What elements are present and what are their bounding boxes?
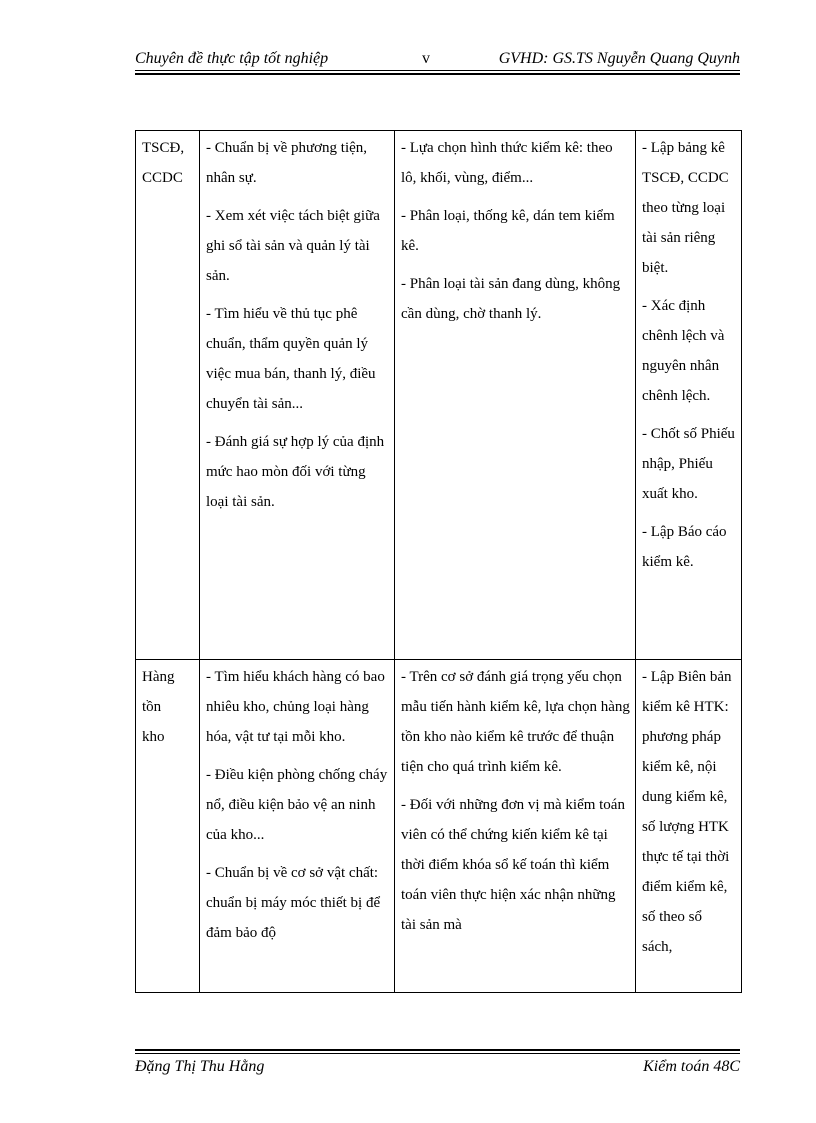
cell-paragraph: - Lập Báo cáo kiểm kê.	[642, 524, 727, 570]
inventory-audit-table	[135, 130, 742, 993]
footer-rule-thick	[135, 1049, 740, 1051]
row-label-cell	[136, 131, 200, 660]
page-header	[135, 47, 740, 71]
cell-paragraph: - Lập bảng kê TSCĐ, CCDC theo từng loại tài sản riêng biệt.	[642, 140, 729, 276]
row-label-line: CCDC	[142, 170, 183, 186]
cell-paragraph: - Đối với những đơn vị mà kiểm toán viên có thể chứng kiến kiểm kê tại thời điểm khóa sổ kế toán thì kiểm toán viên thực hiện xác nhận những tài sản mà	[401, 797, 625, 933]
cell-paragraph: - Lập Biên bản kiểm kê HTK: phương pháp kiểm kê, nội dung kiểm kê, số lượng HTK thực tế tại thời điểm kiểm kê, số theo sổ sách,	[642, 669, 732, 955]
row-label-line: kho	[142, 729, 165, 745]
table-row	[136, 660, 742, 993]
cell-paragraph: - Chuẩn bị về cơ sở vật chất: chuẩn bị máy móc thiết bị để đảm bảo độ	[206, 865, 381, 941]
cell-paragraph: - Chốt số Phiếu nhập, Phiếu xuất kho.	[642, 426, 735, 502]
cell-paragraph: - Điều kiện phòng chống cháy nổ, điều kiện bảo vệ an ninh của kho...	[206, 767, 388, 843]
cell-paragraph: - Đánh giá sự hợp lý của định mức hao mòn đối với từng loại tài sản.	[206, 434, 385, 510]
page-footer	[135, 1055, 740, 1079]
preparation-cell	[200, 131, 395, 660]
row-label-cell	[136, 660, 200, 993]
cell-paragraph: - Xác định chênh lệch và nguyên nhân chênh lệch.	[642, 298, 725, 404]
table-row	[136, 131, 742, 660]
preparation-cell	[200, 660, 395, 993]
header-separator-mark: v	[422, 50, 430, 67]
row-label-line: Hàng	[142, 669, 175, 685]
footer-author: Đặng Thị Thu Hằng	[135, 1058, 265, 1075]
row-label-line: TSCĐ,	[142, 140, 185, 156]
cell-paragraph: - Xem xét việc tách biệt giữa ghi sổ tài sản và quản lý tài sản.	[206, 208, 380, 284]
cell-paragraph: - Phân loại tài sản đang dùng, không cần dùng, chờ thanh lý.	[401, 276, 621, 322]
cell-paragraph: - Chuẩn bị về phương tiện, nhân sự.	[206, 140, 368, 186]
cell-paragraph: - Lựa chọn hình thức kiểm kê: theo lô, khối, vùng, điểm...	[401, 140, 613, 186]
header-supervisor: GVHD: GS.TS Nguyễn Quang Quynh	[498, 50, 740, 67]
result-cell	[636, 660, 742, 993]
header-rule-thin	[135, 70, 740, 71]
footer-rule-thin	[135, 1053, 740, 1054]
cell-paragraph: - Phân loại, thống kê, dán tem kiểm kê.	[401, 208, 615, 254]
header-document-title: Chuyên đề thực tập tốt nghiệp	[135, 50, 329, 67]
row-label-line: tồn	[142, 699, 162, 715]
execution-cell	[395, 660, 636, 993]
footer-class: Kiểm toán 48C	[643, 1058, 740, 1075]
execution-cell	[395, 131, 636, 660]
cell-paragraph: - Trên cơ sở đánh giá trọng yếu chọn mẫu tiến hành kiểm kê, lựa chọn hàng tồn kho nào kiểm kê trước để thuận tiện cho quá trình kiểm kê.	[401, 669, 630, 775]
result-cell	[636, 131, 742, 660]
header-rule-thick	[135, 73, 740, 75]
cell-paragraph: - Tìm hiểu khách hàng có bao nhiêu kho, chủng loại hàng hóa, vật tư tại mỗi kho.	[206, 669, 385, 745]
cell-paragraph: - Tìm hiểu về thủ tục phê chuẩn, thẩm quyền quản lý việc mua bán, thanh lý, điều chuyển tài sản...	[206, 306, 376, 412]
